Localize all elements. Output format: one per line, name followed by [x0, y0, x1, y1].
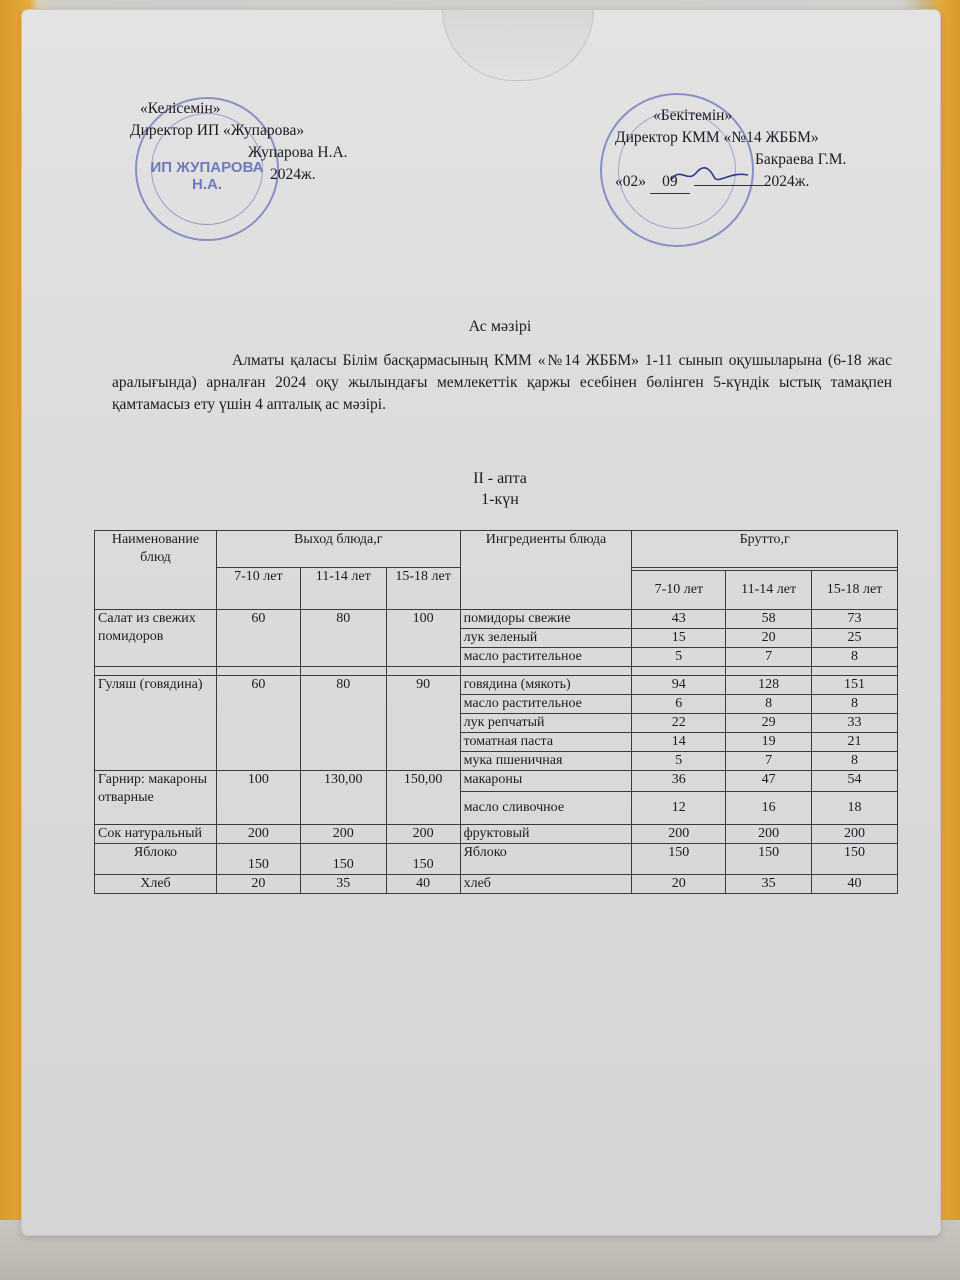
dish-name: Сок натуральный — [95, 825, 217, 844]
dish-name: Хлеб — [95, 875, 217, 894]
right-date-line — [615, 171, 935, 194]
dish-output: 130,00 — [300, 771, 386, 825]
week-label: II - апта — [473, 470, 527, 487]
dish-output: 60 — [216, 610, 300, 667]
ingredient-name: фруктовый — [460, 825, 632, 844]
dish-output: 35 — [300, 875, 386, 894]
brutto-value: 5 — [632, 752, 726, 771]
ingredient-name: хлеб — [460, 875, 632, 894]
dish-output: 100 — [386, 610, 460, 667]
ingredient-name: масло растительное — [460, 648, 632, 667]
brutto-value: 36 — [632, 771, 726, 792]
right-director-name: Бакраева Г.М. — [755, 151, 847, 168]
left-date-year: 2024ж. — [270, 166, 316, 183]
dish-output: 200 — [216, 825, 300, 844]
ingredient-name: Яблоко — [460, 844, 632, 875]
header-ingredients: Ингредиенты блюда — [460, 531, 632, 610]
brutto-value: 8 — [812, 752, 898, 771]
brutto-value: 20 — [632, 875, 726, 894]
right-approve-label: «Бекітемін» — [653, 107, 733, 124]
dish-output: 200 — [386, 825, 460, 844]
brutto-value: 128 — [726, 676, 812, 695]
brutto-value: 12 — [632, 792, 726, 825]
table-row — [95, 676, 898, 695]
header-output-age3: 15-18 лет — [386, 568, 460, 610]
brutto-value: 16 — [726, 792, 812, 825]
week-day-heading — [70, 468, 930, 510]
ingredient-name: лук репчатый — [460, 714, 632, 733]
ingredient-name: макароны — [460, 771, 632, 792]
header-brutto-age3: 15-18 лет — [812, 571, 898, 610]
brutto-value: 18 — [812, 792, 898, 825]
brutto-value: 15 — [632, 629, 726, 648]
dish-output: 90 — [386, 676, 460, 771]
header-brutto-age1: 7-10 лет — [632, 571, 726, 610]
left-agree-label: «Келісемін» — [140, 100, 221, 117]
dish-output: 40 — [386, 875, 460, 894]
brutto-value: 73 — [812, 610, 898, 629]
header-dish-name: Наименование блюд — [95, 531, 217, 610]
dish-output: 80 — [300, 676, 386, 771]
header-output: Выход блюда,г — [216, 531, 460, 568]
ingredient-name: масло сливочное — [460, 792, 632, 825]
table-row — [95, 610, 898, 629]
brutto-value: 7 — [726, 752, 812, 771]
ingredient-name: говядина (мякоть) — [460, 676, 632, 695]
brutto-value: 150 — [726, 844, 812, 875]
dish-output: 20 — [216, 875, 300, 894]
ingredient-name: томатная паста — [460, 733, 632, 752]
brutto-value: 54 — [812, 771, 898, 792]
dish-output: 200 — [300, 825, 386, 844]
brutto-value: 150 — [812, 844, 898, 875]
brutto-value: 200 — [812, 825, 898, 844]
brutto-value: 19 — [726, 733, 812, 752]
header-brutto: Брутто,г — [632, 531, 898, 568]
brutto-value: 14 — [632, 733, 726, 752]
brutto-value: 200 — [726, 825, 812, 844]
ingredient-name: масло растительное — [460, 695, 632, 714]
table-row — [95, 825, 898, 844]
day-label: 1-күн — [481, 491, 519, 508]
right-date-day: «02» — [615, 173, 646, 190]
brutto-value: 94 — [632, 676, 726, 695]
brutto-value: 29 — [726, 714, 812, 733]
dish-name: Гуляш (говядина) — [95, 676, 217, 771]
brutto-value: 8 — [812, 695, 898, 714]
menu-table — [94, 530, 898, 894]
brutto-value: 33 — [812, 714, 898, 733]
dish-output: 150,00 — [386, 771, 460, 825]
header-output-age1: 7-10 лет — [216, 568, 300, 610]
table-row — [95, 844, 898, 875]
brutto-value: 5 — [632, 648, 726, 667]
right-director-title: Директор КММ «№14 ЖББМ» — [615, 129, 819, 146]
table-row — [95, 771, 898, 792]
brutto-value: 21 — [812, 733, 898, 752]
brutto-value: 47 — [726, 771, 812, 792]
header-brutto-age2: 11-14 лет — [726, 571, 812, 610]
document-page — [70, 50, 930, 1200]
brutto-value: 22 — [632, 714, 726, 733]
dish-output: 150 — [386, 844, 460, 875]
dish-name: Гарнир: макароны отварные — [95, 771, 217, 825]
document-description — [112, 350, 892, 416]
brutto-value: 6 — [632, 695, 726, 714]
table-gap-row — [95, 667, 898, 676]
brutto-value: 200 — [632, 825, 726, 844]
brutto-value: 25 — [812, 629, 898, 648]
dish-output: 150 — [300, 844, 386, 875]
table-row — [95, 875, 898, 894]
left-director-name: Жупарова Н.А. — [248, 144, 348, 161]
brutto-value: 151 — [812, 676, 898, 695]
left-stamp-text: ИП ЖУПАРОВА Н.А. — [150, 159, 264, 193]
document-title: Ас мәзірі — [468, 318, 532, 335]
right-approval-block — [615, 105, 935, 194]
brutto-value: 7 — [726, 648, 812, 667]
brutto-value: 150 — [632, 844, 726, 875]
plastic-sleeve — [22, 10, 940, 1235]
description-text: Алматы қаласы Білім басқармасының КММ «№14 ЖББМ» 1-11 сынып оқушыларына (6-18 жас аралығында) арналған 2024 оқу жылындағы мемлекеттік қаржы есебінен бөлінген 5-күндік ыстық тамақпен қамтамасыз ету үшін 4 апталық ас мәзірі. — [112, 352, 892, 413]
ingredient-name: лук зеленый — [460, 629, 632, 648]
brutto-value: 58 — [726, 610, 812, 629]
right-date-year: 2024ж. — [763, 173, 810, 190]
brutto-value: 8 — [812, 648, 898, 667]
dish-output: 80 — [300, 610, 386, 667]
dish-name: Яблоко — [95, 844, 217, 875]
brutto-value: 35 — [726, 875, 812, 894]
table-header-row — [95, 531, 898, 568]
left-director-title: Директор ИП «Жупарова» — [130, 122, 305, 139]
right-date-month: 09 — [650, 171, 690, 194]
header-output-age2: 11-14 лет — [300, 568, 386, 610]
brutto-value: 20 — [726, 629, 812, 648]
left-approval-block — [130, 98, 460, 186]
dish-output: 100 — [216, 771, 300, 825]
dish-name: Салат из свежих помидоров — [95, 610, 217, 667]
brutto-value: 8 — [726, 695, 812, 714]
dish-output: 60 — [216, 676, 300, 771]
brutto-value: 43 — [632, 610, 726, 629]
ingredient-name: мука пшеничная — [460, 752, 632, 771]
brutto-value: 40 — [812, 875, 898, 894]
ingredient-name: помидоры свежие — [460, 610, 632, 629]
dish-output: 150 — [216, 844, 300, 875]
